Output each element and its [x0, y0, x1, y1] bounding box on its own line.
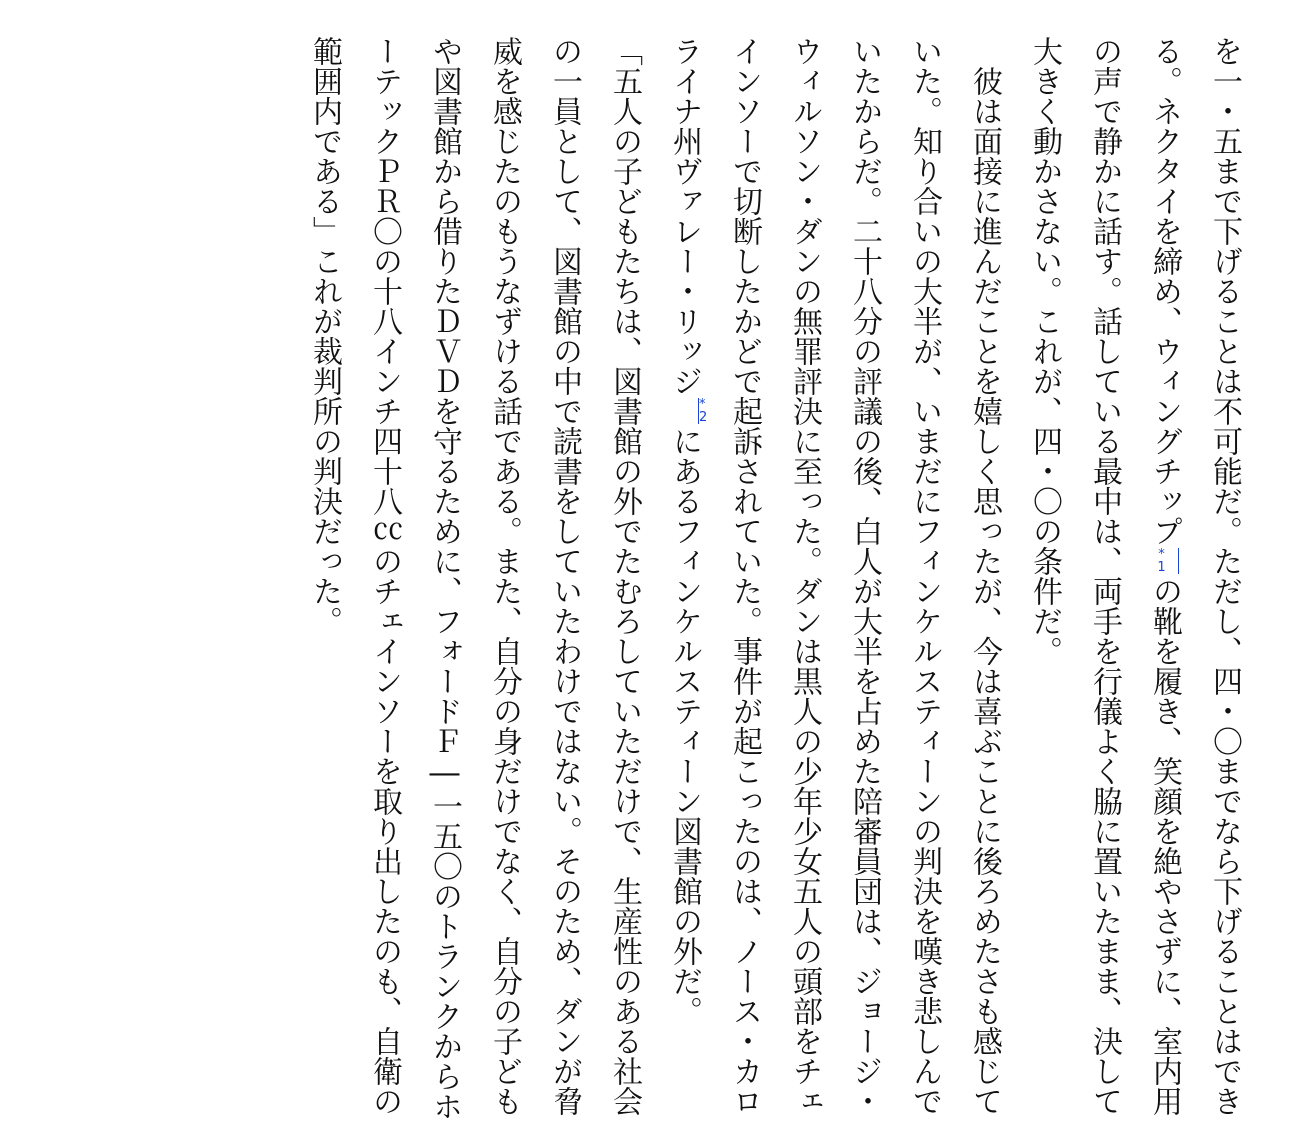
paragraph-3: 「五人の子どもたちは、図書館の外でたむろしていただけで、生産性のある社会の一員として、図書館の中で読書をしていたわけではない。そのため、ダンが脅威を感じたのもうなずける話である。また、自分の身だけでなく、自分の子どもや図書館から借りたＤＶＤを守るために、フォードＦ―一五〇のトランクからホーテックＰＲ〇の十八インチ四十八㏄のチェインソーを取り出したのも、自衛の範囲内である」これが裁判所の判決だった。 — [307, 36, 642, 1121]
footnote-marker-2-number: 2 — [699, 410, 708, 425]
footnote-marker-1-number: 1 — [1157, 560, 1166, 575]
paragraph-1-text-after-note: の靴を履き、笑顔を絶やさずに、室内用の声で静かに話す。話している最中は、両手を行儀よく脇に置いたまま、決して大きく動かさない。これが、四・〇の条件だ。 — [1027, 36, 1182, 1116]
paragraph-1-text-before-note: を一・五まで下げることは不可能だ。ただし、四・〇までなら下げることはできる。ネクタイを締め、ウィングチップ — [1147, 36, 1242, 1116]
paragraph-2-text-before-note: 彼は面接に進んだことを嬉しく思ったが、今は喜ぶことに後ろめたさも感じていた。知り合いの大半が、いまだにフィンケルスティーンの判決を嘆き悲しんでいたからだ。二十八分の評議の後、白人が大半を占めた陪審員団は、ジョージ・ウィルソン・ダンの無罪評決に至った。ダンは黒人の少年少女五人の頭部をチェインソーで切断したかどで起訴されていた。事件が起こったのは、ノース・カロライナ州ヴァレー・リッジ — [667, 36, 1002, 1116]
paragraph-2 — [654, 36, 1014, 1130]
footnote-marker-1-star: * — [1158, 547, 1165, 562]
paragraph-2-text-after-note: にあるフィンケルスティーン図書館の外だ。 — [667, 426, 702, 1026]
footnote-marker-2-star: * — [699, 397, 706, 412]
paragraph-1 — [1014, 36, 1254, 1130]
footnote-marker-1[interactable] — [1149, 548, 1179, 574]
footnote-marker-2[interactable] — [669, 397, 708, 425]
